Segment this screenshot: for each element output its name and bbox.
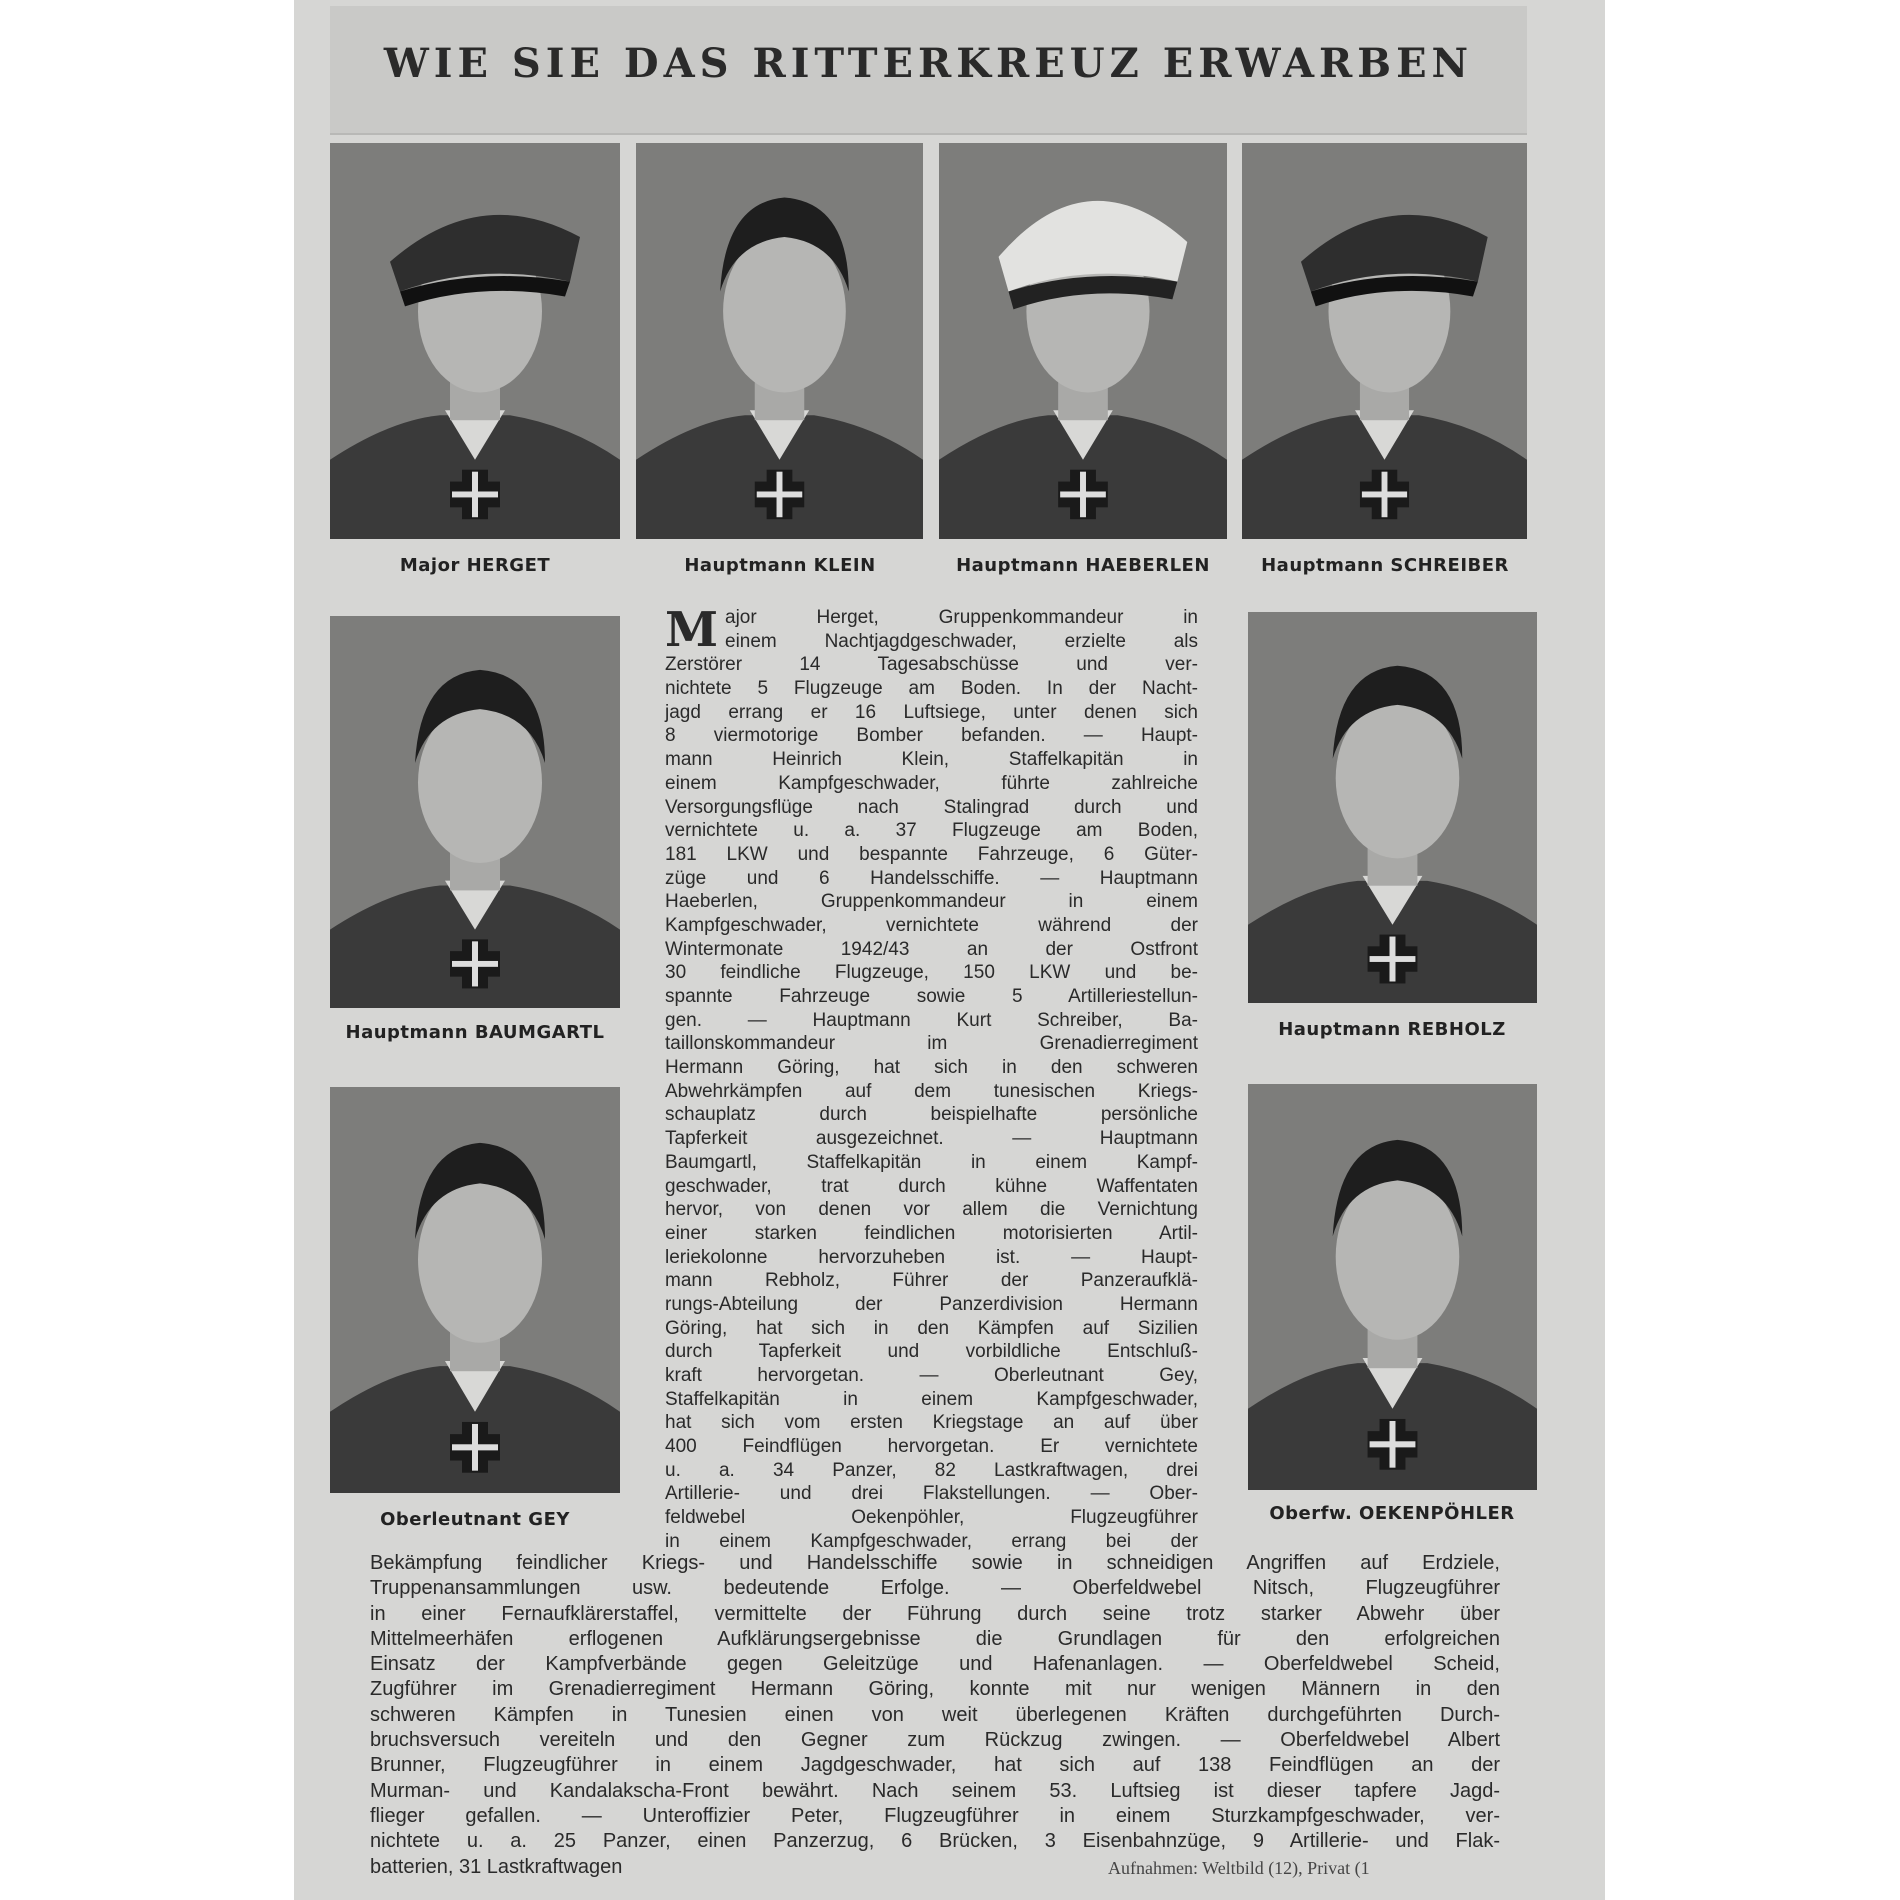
article-line: kraft hervorgetan. — Oberleutnant Gey, xyxy=(665,1365,1198,1386)
portrait-figure-icon xyxy=(1248,612,1537,1003)
photo-credit: Aufnahmen: Weltbild (12), Privat (1 xyxy=(1108,1858,1370,1878)
article-line: hat sich vom ersten Kriegstage an auf über xyxy=(665,1412,1198,1434)
portrait-caption: Major HERGET xyxy=(399,555,551,576)
drop-cap: M xyxy=(665,602,719,658)
article-line: nichtete 5 Flugzeuge am Boden. In der Nacht- xyxy=(665,678,1198,700)
article-line: leriekolonne hervorzuheben ist. — Haupt- xyxy=(665,1246,1198,1268)
article-line: batterien, 31 Lastkraftwagen xyxy=(370,1855,623,1878)
article-line: einem Kampfgeschwader, führte zahlreiche xyxy=(665,772,1198,794)
article-line: Einsatz der Kampfverbände gegen Geleitzüge und Hafenanlagen. — Oberfeldwebel Scheid, xyxy=(370,1653,1500,1676)
page-title: WIE SIE DAS RITTERKREUZ ERWARBEN xyxy=(383,40,1474,87)
portrait-figure-icon xyxy=(1242,143,1527,539)
article-line: züge und 6 Handelsschiffe. — Hauptmann xyxy=(665,867,1198,889)
article-line: Staffelkapitän in einem Kampfgeschwader, xyxy=(665,1388,1198,1410)
portrait-caption: Hauptmann SCHREIBER xyxy=(1261,555,1509,576)
article-line: in einer Fernaufklärerstaffel, vermittelte der Führung durch seine trotz starker Abwehr über xyxy=(370,1602,1500,1625)
portrait-figure-icon xyxy=(330,143,620,539)
portrait-photo xyxy=(636,143,923,539)
portrait-photo xyxy=(330,616,620,1008)
portrait-caption: Oberfw. OEKENPÖHLER xyxy=(1269,1503,1515,1524)
article-line: einem Nachtjagdgeschwader, erzielte als xyxy=(725,630,1198,652)
article-line: jagd errang er 16 Luftsiege, unter denen sich xyxy=(665,701,1198,723)
article-line: Zugführer im Grenadierregiment Hermann Göring, konnte mit nur wenigen Männern in den xyxy=(370,1678,1500,1701)
portrait-photo xyxy=(330,1087,620,1493)
article-line: Brunner, Flugzeugführer in einem Jagdgeschwader, hat sich auf 138 Feindflügen an der xyxy=(370,1754,1500,1777)
portrait-photo xyxy=(1248,612,1537,1003)
article-line: geschwader, trat durch kühne Waffentaten xyxy=(665,1175,1198,1197)
article-line: 30 feindliche Flugzeuge, 150 LKW und be- xyxy=(665,962,1198,984)
article-line: Mittelmeerhäfen erflogenen Aufklärungsergebnisse die Grundlagen für den erfolgreichen xyxy=(370,1627,1500,1650)
article-line: nichtete u. a. 25 Panzer, einen Panzerzug, 6 Brücken, 3 Eisenbahnzüge, 9 Artillerie- und Flak- xyxy=(370,1830,1500,1853)
article-line: in einem Kampfgeschwader, errang bei der xyxy=(665,1530,1198,1552)
portrait-caption: Hauptmann HAEBERLEN xyxy=(956,555,1210,576)
portrait-figure-icon xyxy=(330,616,620,1008)
article-line: flieger gefallen. — Unteroffizier Peter, Flugzeugführer in einem Sturzkampfgeschwader, ver- xyxy=(370,1804,1500,1827)
article-line: Göring, hat sich in den Kämpfen auf Sizilien xyxy=(665,1317,1198,1339)
article-line: Artillerie- und drei Flakstellungen. — Ober- xyxy=(665,1483,1198,1505)
article-line: taillonskommandeur im Grenadierregiment xyxy=(665,1033,1198,1055)
portrait-caption: Oberleutnant GEY xyxy=(380,1509,570,1530)
portrait-photo xyxy=(1242,143,1527,539)
article-line: 8 viermotorige Bomber befanden. — Haupt- xyxy=(665,725,1198,747)
article-line: mann Rebholz, Führer der Panzeraufklä- xyxy=(665,1270,1198,1292)
article-line: 181 LKW und bespannte Fahrzeuge, 6 Güter- xyxy=(665,843,1198,865)
article-line: Tapferkeit ausgezeichnet. — Hauptmann xyxy=(665,1128,1198,1150)
article-line: Bekämpfung feindlicher Kriegs- und Handelsschiffe sowie in schneidigen Angriffen auf Erdziele, xyxy=(370,1552,1500,1574)
article-line: Abwehrkämpfen auf dem tunesischen Kriegs- xyxy=(665,1080,1198,1102)
article-line: Versorgungsflüge nach Stalingrad durch und xyxy=(665,796,1198,818)
portrait-caption: Hauptmann REBHOLZ xyxy=(1278,1019,1506,1040)
article-line: schauplatz durch beispielhafte persönliche xyxy=(665,1104,1198,1126)
portrait-photo xyxy=(330,143,620,539)
article-line: Wintermonate 1942/43 an der Ostfront xyxy=(665,938,1198,960)
article-line: gen. — Hauptmann Kurt Schreiber, Ba- xyxy=(665,1009,1198,1031)
portrait-caption: Hauptmann BAUMGARTL xyxy=(345,1022,605,1043)
article-line: mann Heinrich Klein, Staffelkapitän in xyxy=(665,749,1198,771)
article-line: Hermann Göring, hat sich in den schweren xyxy=(665,1057,1198,1079)
article-line: einer starken feindlichen motorisierten Artil- xyxy=(665,1222,1198,1244)
article-line: feldwebel Oekenpöhler, Flugzeugführer xyxy=(665,1507,1198,1529)
article-line: Kampfgeschwader, vernichtete während der xyxy=(665,914,1198,936)
article-line: ajor Herget, Gruppenkommandeur in xyxy=(725,607,1198,628)
article-line: 400 Feindflügen hervorgetan. Er vernichtete xyxy=(665,1436,1198,1458)
article-line: Baumgartl, Staffelkapitän in einem Kampf- xyxy=(665,1151,1198,1173)
portrait-figure-icon xyxy=(1248,1084,1537,1490)
portrait-photo xyxy=(1248,1084,1537,1490)
article-line: Zerstörer 14 Tagesabschüsse und ver- xyxy=(665,654,1198,676)
article-column xyxy=(665,602,1198,1554)
portrait-figure-icon xyxy=(330,1087,620,1493)
portrait-photo xyxy=(939,143,1227,539)
article-line: vernichtete u. a. 37 Flugzeuge am Boden, xyxy=(665,820,1198,842)
article-continuation xyxy=(370,1551,1500,1880)
article-line: bruchsversuch vereiteln und den Gegner zum Rückzug zwingen. — Oberfeldwebel Albert xyxy=(370,1729,1500,1752)
portrait-figure-icon xyxy=(939,143,1227,539)
article-line: hervor, von denen vor allem die Vernichtung xyxy=(665,1199,1198,1221)
article-line: spannte Fahrzeuge sowie 5 Artilleriestellun- xyxy=(665,986,1198,1007)
article-line: schweren Kämpfen in Tunesien einen von weit überlegenen Kräften durchgeführten Durch- xyxy=(370,1703,1500,1726)
article-line: durch Tapferkeit und vorbildliche Entschluß- xyxy=(665,1341,1198,1363)
portrait-figure-icon xyxy=(636,143,923,539)
article-line: Murman- und Kandalakscha-Front bewährt. Nach seinem 53. Luftsieg ist dieser tapfere Jagd- xyxy=(370,1779,1500,1802)
article-line: rungs-Abteilung der Panzerdivision Hermann xyxy=(665,1293,1198,1315)
article-line: Haeberlen, Gruppenkommandeur in einem xyxy=(665,891,1198,913)
article-line: Truppenansammlungen usw. bedeutende Erfolge. — Oberfeldwebel Nitsch, Flugzeugführer xyxy=(370,1577,1500,1600)
portrait-caption: Hauptmann KLEIN xyxy=(684,555,876,576)
article-line: u. a. 34 Panzer, 82 Lastkraftwagen, drei xyxy=(665,1459,1198,1481)
